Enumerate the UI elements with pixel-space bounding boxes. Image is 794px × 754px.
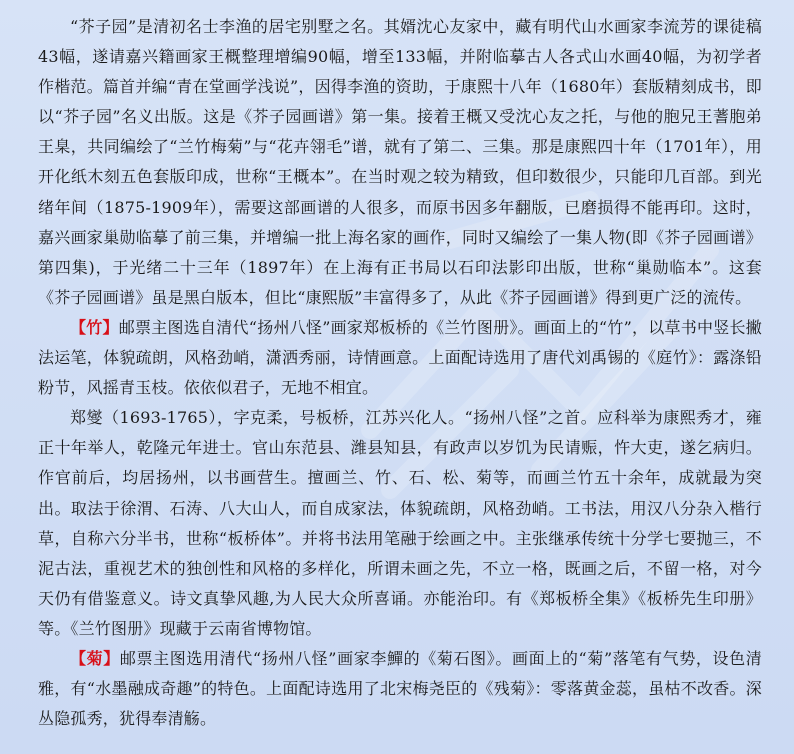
paragraph-zheng-xie-text: 郑燮（1693-1765），字克柔，号板桥，江苏兴化人。“扬州八怪”之首。应科举为康熙秀才，雍正十年举人，乾隆元年进士。官山东范县、潍县知县，有政声以岁饥为民请赈，忤大吏，遂乞病归。作官前后，均居扬州，以书画营生。擅画兰、竹、石、松、菊等，而画兰竹五十余年，成就最为突出。取法于徐渭、石涛、八大山人，而自成家法，体貌疏朗，风格劲峭。工书法，用汉八分杂入楷行草，自称六分半书，世称“板桥体”。并将书法用笔融于绘画之中。主张继承传统十分学七要抛三，不泥古法，重视艺术的独创性和风格的多样化，所谓未画之先，不立一格，既画之后，不留一格，对今天仍有借鉴意义。诗文真挚风趣,为人民大众所喜诵。亦能治印。有《郑板桥全集》《板桥先生印册》等。《兰竹图册》现藏于云南省博物馆。 — [38, 408, 762, 638]
article-body — [38, 12, 762, 734]
bamboo-label: 【竹】 — [70, 317, 119, 337]
paragraph-bamboo-text: 邮票主图选自清代“扬州八怪”画家郑板桥的《兰竹图册》。画面上的“竹”，以草书中竖长撇法运笔，体貌疏朗，风格劲峭，潇洒秀丽，诗情画意。上面配诗选用了唐代刘禹锡的《庭竹》：露涤铅粉节，风摇青玉枝。依依似君子，无地不相宜。 — [38, 317, 762, 398]
paragraph-bamboo — [38, 313, 762, 403]
paragraph-zheng-xie — [38, 403, 762, 644]
chrysanthemum-label: 【菊】 — [70, 648, 120, 668]
paragraph-intro — [38, 12, 762, 313]
paragraph-chrysanthemum — [38, 644, 762, 734]
paragraph-intro-text: “芥子园”是清初名士李渔的居宅别墅之名。其婿沈心友家中，藏有明代山水画家李流芳的课徒稿43幅，遂请嘉兴籍画家王概整理增编90幅，增至133幅，并附临摹古人各式山水画40幅，为初学者作楷范。篇首并编“青在堂画学浅说”，因得李渔的资助，于康熙十八年（1680年）套版精刻成书，即以“芥子园”名义出版。这是《芥子园画谱》第一集。接着王概又受沈心友之托，与他的胞兄王蓍胞弟王臬，共同编绘了“兰竹梅菊”与“花卉翎毛”谱，就有了第二、三集。那是康熙四十年（1701年），用开化纸木刻五色套版印成，世称“王概本”。在当时观之较为精致，但印数很少，只能印几百部。到光绪年间（1875-1909年），需要这部画谱的人很多，而原书因多年翻版，已磨损得不能再印。这时，嘉兴画家巢勋临摹了前三集，并增编一批上海名家的画作，同时又编绘了一集人物(即《芥子园画谱》第四集)，于光绪二十三年（1897年）在上海有正书局以石印法影印出版，世称“巢勋临本”。这套《芥子园画谱》虽是黑白版本，但比“康熙版”丰富得多了，从此《芥子园画谱》得到更广泛的流传。 — [38, 17, 762, 307]
paragraph-chrysanthemum-text: 邮票主图选用清代“扬州八怪”画家李鱓的《菊石图》。画面上的“菊”落笔有气势，设色清雅，有“水墨融成奇趣”的特色。上面配诗选用了北宋梅尧臣的《残菊》：零落黄金蕊，虽枯不改香。深丛隐孤秀，犹得奉清觞。 — [38, 648, 762, 729]
